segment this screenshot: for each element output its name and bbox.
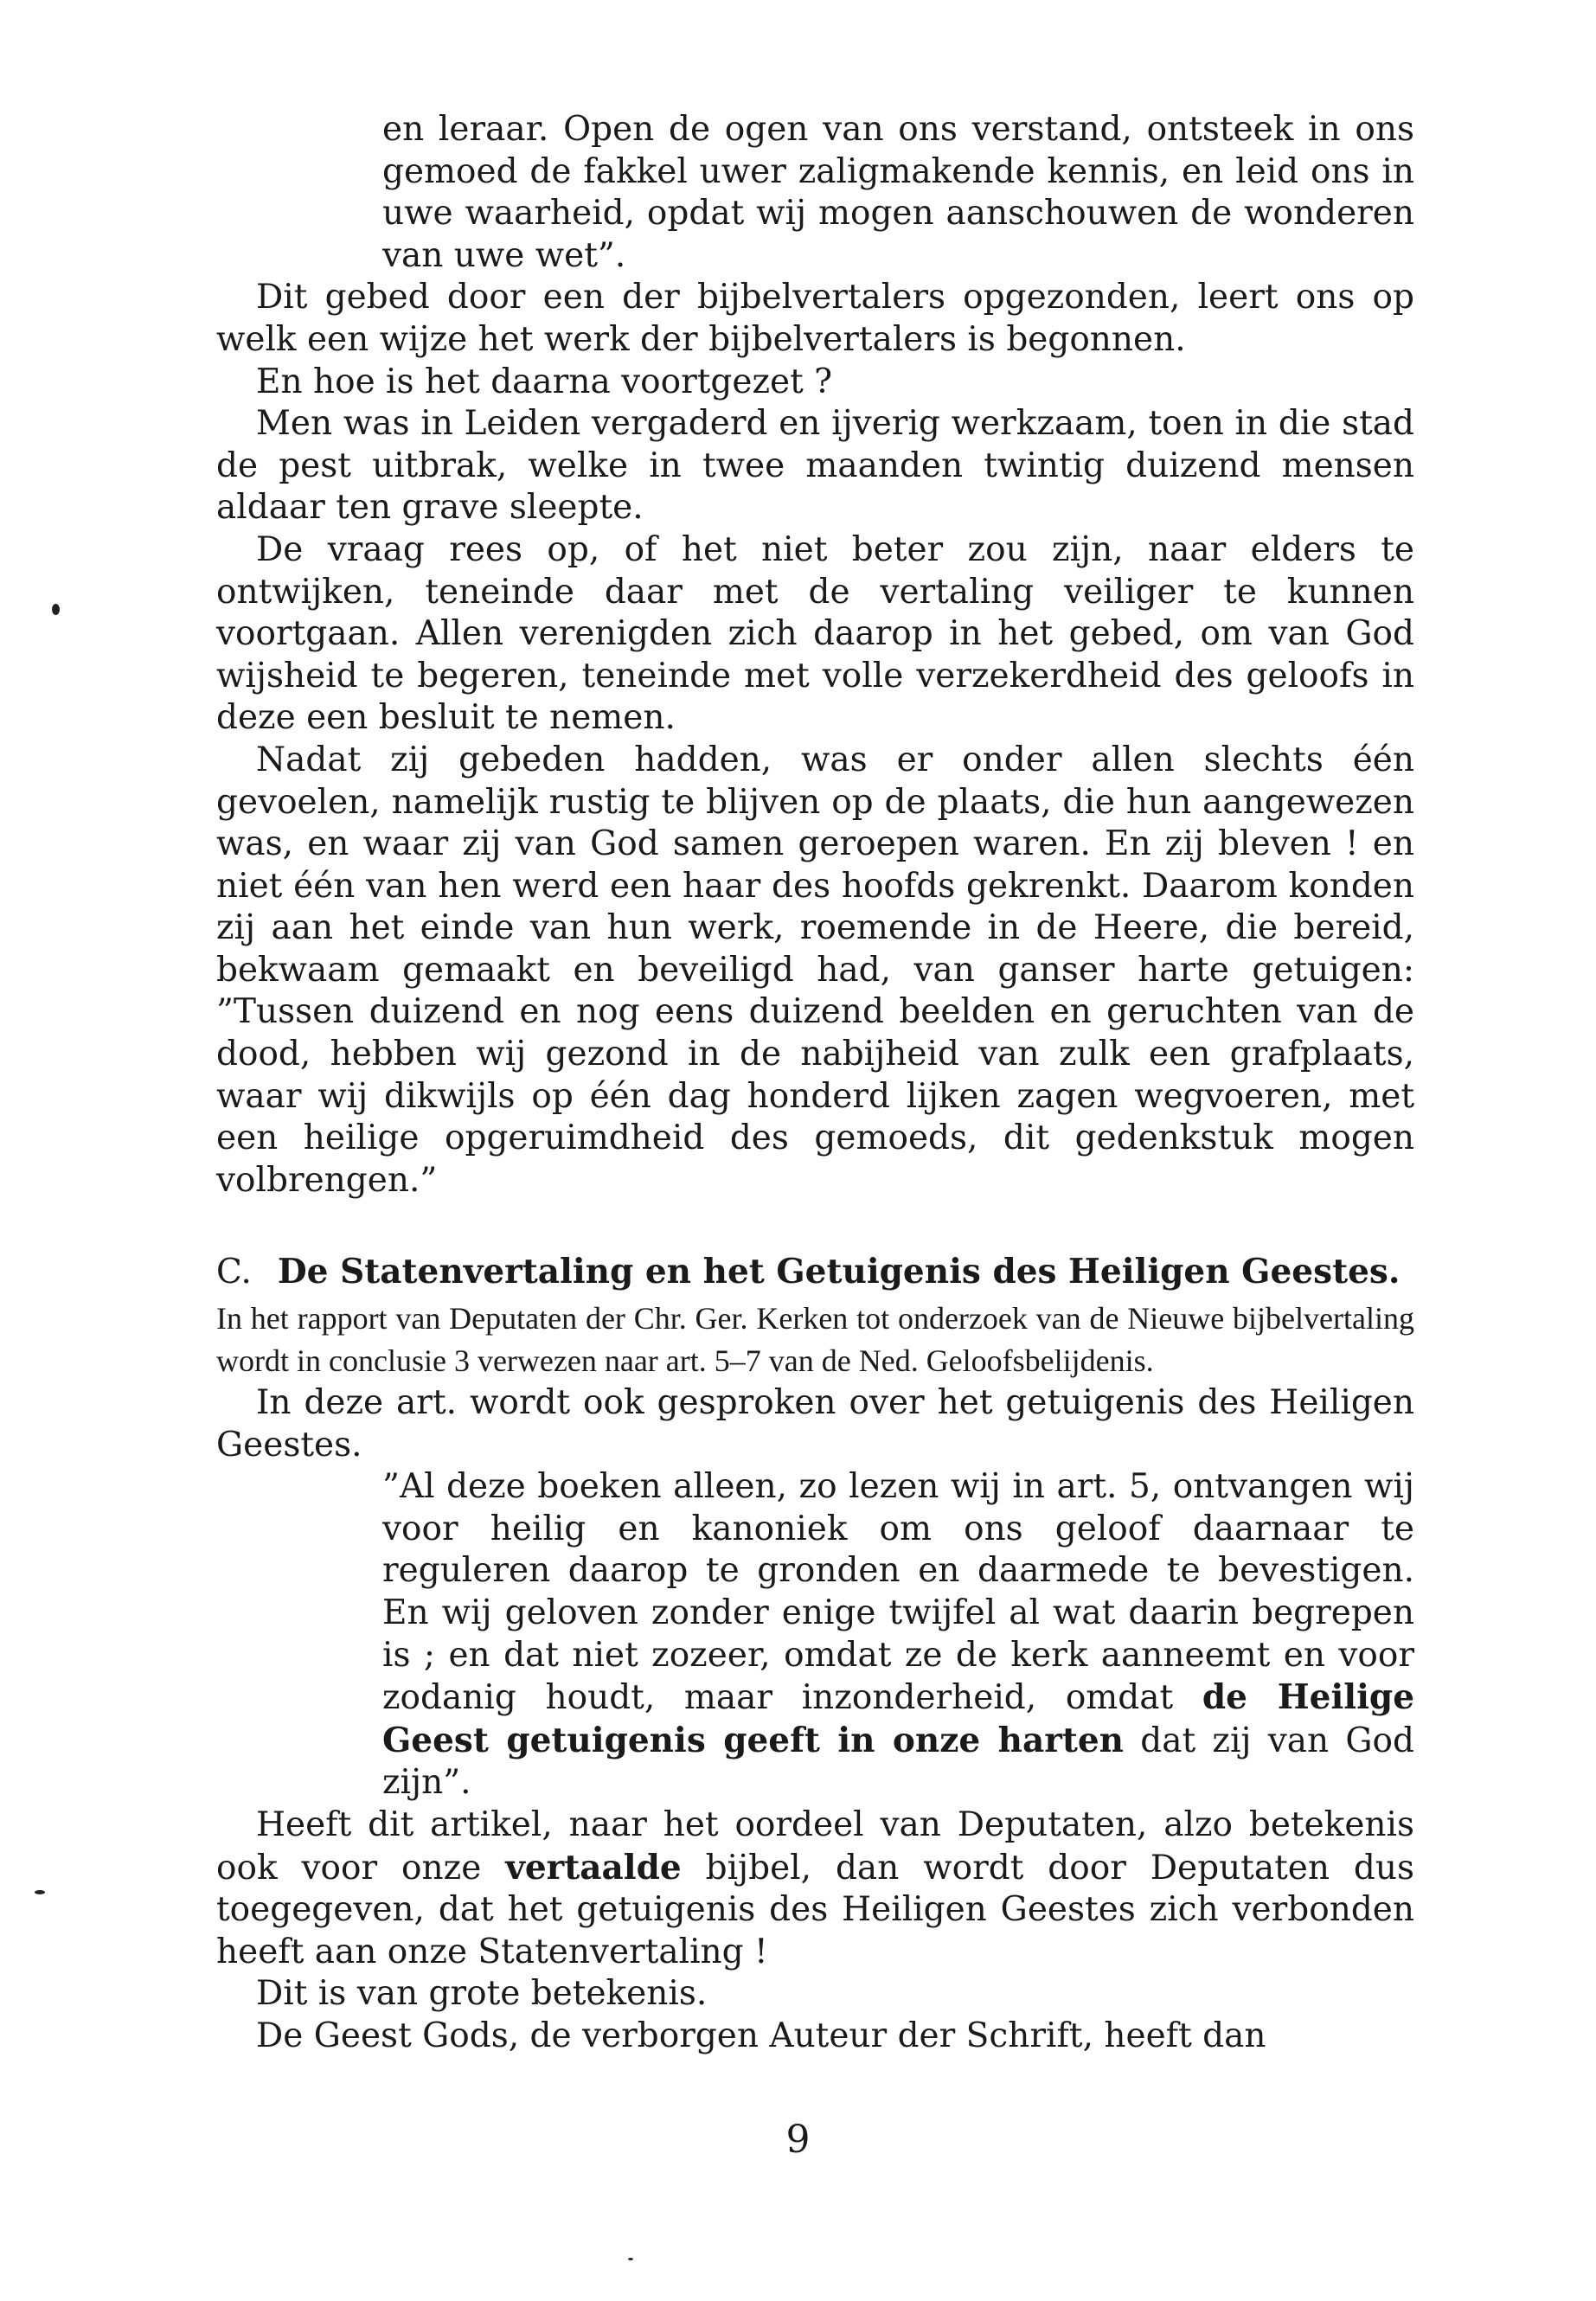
paragraph: De Geest Gods, de verborgen Auteur der Schrift, heeft dan — [256, 2016, 1266, 2055]
scan-speck — [35, 1890, 45, 1894]
paragraph: En hoe is het daarna voortgezet ? — [256, 362, 833, 401]
scan-speck — [52, 604, 60, 615]
scan-speck — [628, 2258, 633, 2260]
section-heading — [216, 1251, 1414, 1294]
paragraph: Nadat zij gebeden hadden, was er onder allen slechts één gevoelen, namelijk rustig te blijven op de plaats, die hun aangewezen was, en waar zij van God samen geroepen waren. En zij bleven ! en niet één van hen werd een haar des hoofds gekrenkt. Daarom konden zij aan het einde van hun werk, roemende in de Heere, die bereid, bekwaam gemaakt en beveiligd had, van ganser harte getuigen: ”Tussen duizend en nog eens duizend beelden en geruchten van de dood, hebben wij gezond in de nabijheid van zulk een grafplaats, waar wij dikwijls op één dag honderd lijken zagen wegvoeren, met een heilige opgeruimdheid des gemoeds, dit gedenkstuk mogen volbrengen.” — [216, 740, 1414, 1200]
paragraph-prayer-end: en leraar. Open de ogen van ons verstand, ontsteek in ons gemoed de fakkel uwer zaligmakende kennis, en leid ons in uwe waarheid, opdat wij mogen aanschouwen de wonderen van uwe wet”. — [382, 110, 1414, 275]
paragraph: De vraag rees op, of het niet beter zou zijn, naar elders te ontwijken, teneinde daar met de vertaling veiliger te kunnen voortgaan. Allen verenigden zich daarop in het gebed, om van God wijsheid te begeren, teneinde met volle verzekerdheid des geloofs in deze een besluit te nemen. — [216, 529, 1414, 738]
block-quote: ”Al deze boeken alleen, zo lezen wij in art. 5, ontvangen wij voor heilig en kanoniek om ons geloof daarnaar te reguleren daarop te gronden en daarmede te bevestigen. En wij geloven zonder enige twijfel al wat daarin begrepen is ; en dat niet zozeer, omdat ze de kerk aanneemt en voor zodanig houdt, maar inzonderheid, omdat de Heilige Geest getuigenis geeft in onze harten dat zij van God zijn”. — [382, 1467, 1415, 1803]
paragraph: Dit gebed door een der bijbelvertalers opgezonden, leert ons op welk een wijze het werk der bijbelvertalers is begonnen. — [216, 278, 1414, 359]
body-text — [216, 109, 1414, 2058]
paragraph: Dit is van grote betekenis. — [256, 1974, 708, 2014]
page-number: 9 — [785, 2118, 811, 2162]
section-title: De Statenvertaling en het Getuigenis des Heiligen Geestes. — [277, 1252, 1401, 1292]
paragraph: In deze art. wordt ook gesproken over het getuigenis des Heiligen Geestes. — [216, 1383, 1414, 1465]
paragraph: Men was in Leiden vergaderd en ijverig werkzaam, toen in die stad de pest uitbrak, welke in twee maanden twintig duizend mensen aldaar ten grave sleepte. — [216, 404, 1414, 528]
emphasis: vertaalde — [505, 1847, 682, 1888]
paragraph-report: In het rapport van Deputaten der Chr. Ger. Kerken tot onderzoek van de Nieuwe bijbelvertaling wordt in conclusie 3 verwezen naar art. 5–7 van de Ned. Geloofsbelijdenis. — [216, 1301, 1414, 1379]
section-letter: C. — [216, 1253, 252, 1292]
emphasis: de Heilige Geest getuigenis geeft in onze harten — [382, 1677, 1415, 1760]
paragraph: Heeft dit artikel, naar het oordeel van Deputaten, alzo betekenis ook voor onze vertaalde bijbel, dan wordt door Deputaten dus toegegeven, dat het getuigenis des Heiligen Geestes zich verbonden heeft aan onze Statenvertaling ! — [216, 1804, 1414, 1971]
